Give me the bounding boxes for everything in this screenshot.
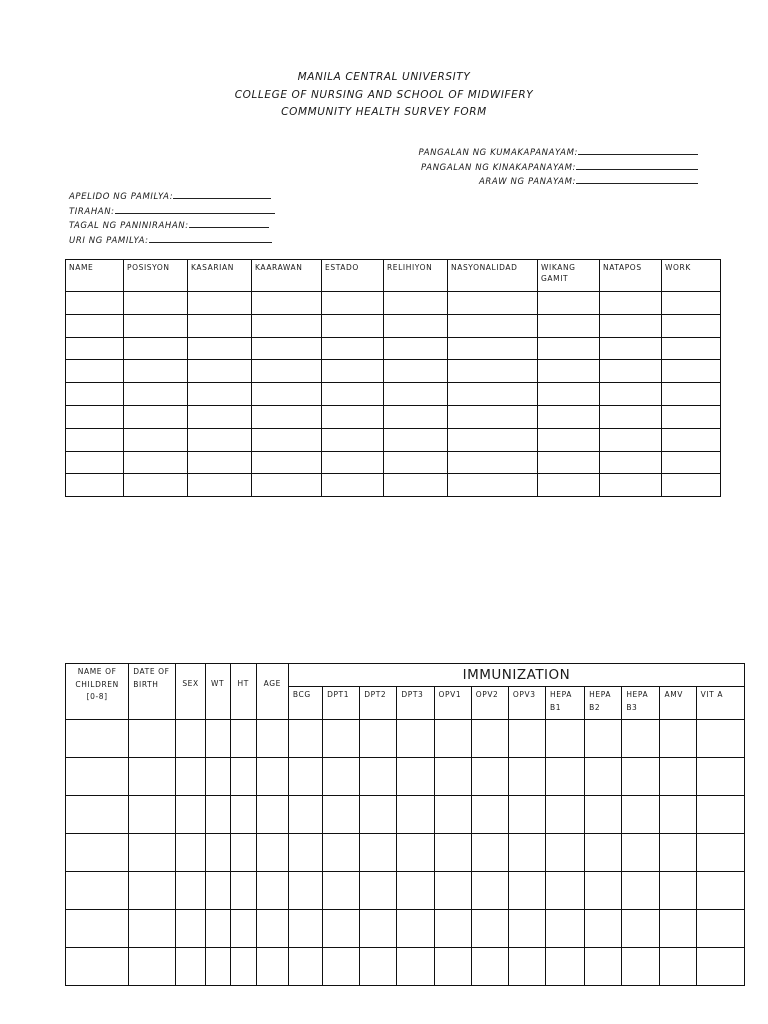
immunization-cell[interactable] [323, 872, 360, 910]
immunization-cell[interactable] [434, 796, 471, 834]
col-vaccine-bcg: BCG [288, 687, 322, 720]
member-cell[interactable] [448, 360, 538, 383]
col-wikang-gamit: WIKANG GAMIT [538, 260, 600, 292]
member-cell[interactable] [538, 292, 600, 315]
immunization-cell[interactable] [129, 910, 176, 948]
immunization-cell[interactable] [256, 834, 288, 872]
immunization-cell[interactable] [323, 758, 360, 796]
member-cell[interactable] [252, 405, 322, 428]
immunization-cell[interactable] [205, 948, 230, 986]
member-cell[interactable] [66, 451, 124, 474]
immunization-cell[interactable] [397, 834, 434, 872]
member-cell[interactable] [538, 405, 600, 428]
member-cell[interactable] [662, 360, 721, 383]
immunization-cell[interactable] [660, 910, 696, 948]
immunization-cell[interactable] [660, 796, 696, 834]
member-cell[interactable] [66, 337, 124, 360]
col-vaccine-vit-a: VIT A [696, 687, 744, 720]
address-field[interactable]: TIRAHAN: [69, 205, 275, 220]
form-header [0, 69, 768, 122]
member-cell[interactable] [538, 451, 600, 474]
immunization-cell[interactable] [508, 834, 545, 872]
immunization-cell[interactable] [205, 910, 230, 948]
member-cell[interactable] [188, 474, 252, 497]
interview-date-line[interactable] [576, 175, 698, 184]
member-cell[interactable] [188, 405, 252, 428]
college-name: COLLEGE OF NURSING AND SCHOOL OF MIDWIFERY [234, 88, 534, 101]
col-relihiyon: RELIHIYON [384, 260, 448, 292]
member-cell[interactable] [448, 474, 538, 497]
immunization-cell[interactable] [256, 758, 288, 796]
member-cell[interactable] [188, 314, 252, 337]
member-cell[interactable] [384, 360, 448, 383]
member-cell[interactable] [662, 405, 721, 428]
member-cell[interactable] [252, 474, 322, 497]
member-cell[interactable] [448, 337, 538, 360]
member-cell[interactable] [124, 383, 188, 406]
col-wt: WT [205, 664, 230, 720]
immunization-cell[interactable] [546, 758, 585, 796]
immunization-cell[interactable] [696, 910, 744, 948]
member-cell[interactable] [66, 405, 124, 428]
col-vaccine-opv2: OPV2 [471, 687, 508, 720]
member-cell[interactable] [322, 405, 384, 428]
member-cell[interactable] [124, 360, 188, 383]
member-cell[interactable] [188, 292, 252, 315]
immunization-cell[interactable] [508, 948, 545, 986]
child-row [66, 720, 745, 758]
immunization-table [65, 663, 745, 986]
immunization-cell[interactable] [508, 872, 545, 910]
member-cell[interactable] [538, 337, 600, 360]
immunization-cell[interactable] [585, 720, 622, 758]
immunization-cell[interactable] [205, 796, 230, 834]
immunization-cell[interactable] [129, 720, 176, 758]
immunization-cell[interactable] [256, 948, 288, 986]
col-age: AGE [256, 664, 288, 720]
member-cell[interactable] [448, 428, 538, 451]
members-body [66, 292, 721, 497]
immunization-cell[interactable] [230, 834, 256, 872]
member-row [66, 360, 721, 383]
member-cell[interactable] [322, 314, 384, 337]
address-line[interactable] [115, 205, 275, 214]
immunization-cell[interactable] [360, 910, 397, 948]
immunization-cell[interactable] [434, 758, 471, 796]
immunization-cell[interactable] [230, 720, 256, 758]
immunization-cell[interactable] [288, 872, 322, 910]
member-cell[interactable] [384, 405, 448, 428]
immunization-cell[interactable] [256, 872, 288, 910]
member-cell[interactable] [124, 314, 188, 337]
immunization-cell[interactable] [696, 796, 744, 834]
immunization-cell[interactable] [323, 720, 360, 758]
member-cell[interactable] [662, 292, 721, 315]
member-cell[interactable] [252, 360, 322, 383]
child-row [66, 910, 745, 948]
immunization-cell[interactable] [508, 796, 545, 834]
immunization-cell[interactable] [434, 910, 471, 948]
immunization-cell[interactable] [471, 910, 508, 948]
immunization-cell[interactable] [176, 720, 205, 758]
immunization-cell[interactable] [256, 796, 288, 834]
member-cell[interactable] [662, 314, 721, 337]
immunization-cell[interactable] [546, 720, 585, 758]
immunization-header-row-1 [66, 664, 745, 687]
immunization-cell[interactable] [585, 796, 622, 834]
member-cell[interactable] [252, 314, 322, 337]
immunization-cell[interactable] [323, 910, 360, 948]
immunization-cell[interactable] [660, 834, 696, 872]
member-cell[interactable] [322, 383, 384, 406]
immunization-cell[interactable] [66, 948, 129, 986]
col-children-name: NAME OF CHILDREN [0-8] [66, 664, 129, 720]
immunization-cell[interactable] [585, 948, 622, 986]
immunization-cell[interactable] [360, 872, 397, 910]
immunization-cell[interactable] [397, 910, 434, 948]
immunization-cell[interactable] [129, 948, 176, 986]
member-cell[interactable] [384, 314, 448, 337]
immunization-cell[interactable] [546, 872, 585, 910]
member-cell[interactable] [124, 337, 188, 360]
immunization-cell[interactable] [176, 872, 205, 910]
immunization-cell[interactable] [546, 834, 585, 872]
immunization-cell[interactable] [397, 720, 434, 758]
family-info [69, 190, 275, 248]
member-cell[interactable] [252, 451, 322, 474]
family-type-line[interactable] [149, 234, 272, 243]
immunization-cell[interactable] [176, 834, 205, 872]
immunization-cell[interactable] [176, 796, 205, 834]
immunization-cell[interactable] [585, 872, 622, 910]
col-nasyonalidad: NASYONALIDAD [448, 260, 538, 292]
immunization-cell[interactable] [622, 872, 660, 910]
member-cell[interactable] [322, 474, 384, 497]
immunization-cell[interactable] [323, 948, 360, 986]
immunization-cell[interactable] [230, 872, 256, 910]
immunization-cell[interactable] [205, 872, 230, 910]
member-cell[interactable] [538, 428, 600, 451]
family-surname-field[interactable]: APELIDO NG PAMILYA: [69, 190, 275, 205]
immunization-cell[interactable] [434, 872, 471, 910]
immunization-cell[interactable] [66, 872, 129, 910]
immunization-cell[interactable] [129, 796, 176, 834]
immunization-cell[interactable] [546, 910, 585, 948]
immunization-cell[interactable] [66, 796, 129, 834]
col-vaccine-dpt1: DPT1 [323, 687, 360, 720]
immunization-cell[interactable] [397, 872, 434, 910]
immunization-cell[interactable] [230, 948, 256, 986]
immunization-cell[interactable] [288, 796, 322, 834]
col-kaarawan: KAARAWAN [252, 260, 322, 292]
family-surname-line[interactable] [173, 190, 271, 199]
form-title: COMMUNITY HEALTH SURVEY FORM [281, 106, 487, 118]
member-cell[interactable] [252, 383, 322, 406]
immunization-cell[interactable] [288, 720, 322, 758]
member-cell[interactable] [66, 292, 124, 315]
immunization-cell[interactable] [205, 834, 230, 872]
immunization-cell[interactable] [660, 758, 696, 796]
immunization-cell[interactable] [230, 758, 256, 796]
immunization-body [66, 720, 745, 986]
member-cell[interactable] [188, 428, 252, 451]
immunization-cell[interactable] [471, 872, 508, 910]
immunization-cell[interactable] [585, 758, 622, 796]
member-row [66, 405, 721, 428]
member-cell[interactable] [322, 451, 384, 474]
immunization-cell[interactable] [696, 758, 744, 796]
immunization-cell[interactable] [508, 720, 545, 758]
child-row [66, 834, 745, 872]
child-row [66, 758, 745, 796]
col-date-of-birth: DATE OF BIRTH [129, 664, 176, 720]
member-row [66, 337, 721, 360]
member-cell[interactable] [384, 428, 448, 451]
immunization-cell[interactable] [622, 834, 660, 872]
immunization-cell[interactable] [622, 948, 660, 986]
immunization-cell[interactable] [256, 910, 288, 948]
immunization-cell[interactable] [546, 796, 585, 834]
immunization-cell[interactable] [360, 948, 397, 986]
member-cell[interactable] [124, 474, 188, 497]
member-cell[interactable] [600, 383, 662, 406]
col-vaccine-hepa-b1: HEPA B1 [546, 687, 585, 720]
member-cell[interactable] [384, 292, 448, 315]
member-cell[interactable] [600, 451, 662, 474]
immunization-cell[interactable] [696, 872, 744, 910]
immunization-cell[interactable] [471, 834, 508, 872]
member-row [66, 383, 721, 406]
immunization-cell[interactable] [622, 910, 660, 948]
member-cell[interactable] [538, 383, 600, 406]
immunization-cell[interactable] [288, 910, 322, 948]
immunization-cell[interactable] [660, 948, 696, 986]
immunization-cell[interactable] [66, 758, 129, 796]
immunization-cell[interactable] [585, 910, 622, 948]
immunization-cell[interactable] [660, 872, 696, 910]
member-cell[interactable] [66, 474, 124, 497]
immunization-cell[interactable] [288, 948, 322, 986]
member-cell[interactable] [662, 451, 721, 474]
member-cell[interactable] [600, 360, 662, 383]
immunization-cell[interactable] [434, 948, 471, 986]
immunization-title: IMMUNIZATION [288, 664, 744, 687]
immunization-cell[interactable] [471, 720, 508, 758]
member-cell[interactable] [322, 292, 384, 315]
immunization-cell[interactable] [205, 720, 230, 758]
member-cell[interactable] [662, 428, 721, 451]
member-cell[interactable] [384, 451, 448, 474]
immunization-cell[interactable] [288, 758, 322, 796]
member-cell[interactable] [124, 405, 188, 428]
immunization-cell[interactable] [256, 720, 288, 758]
family-type-field[interactable]: URI NG PAMILYA: [69, 234, 275, 249]
residency-length-line[interactable] [189, 219, 269, 228]
immunization-cell[interactable] [66, 834, 129, 872]
interviewee-field[interactable]: PANGALAN NG KINAKAPANAYAM: [418, 161, 698, 176]
immunization-cell[interactable] [176, 758, 205, 796]
immunization-cell[interactable] [176, 910, 205, 948]
interviewer-line[interactable] [578, 146, 698, 155]
col-work: WORK [662, 260, 721, 292]
member-cell[interactable] [600, 474, 662, 497]
immunization-cell[interactable] [471, 796, 508, 834]
member-row [66, 314, 721, 337]
member-cell[interactable] [448, 405, 538, 428]
col-vaccine-hepa-b2: HEPA B2 [585, 687, 622, 720]
immunization-cell[interactable] [360, 796, 397, 834]
members-header-row [66, 260, 721, 292]
immunization-cell[interactable] [434, 720, 471, 758]
member-cell[interactable] [66, 383, 124, 406]
immunization-cell[interactable] [696, 720, 744, 758]
immunization-cell[interactable] [660, 720, 696, 758]
member-cell[interactable] [448, 451, 538, 474]
member-cell[interactable] [538, 314, 600, 337]
member-row [66, 474, 721, 497]
member-cell[interactable] [252, 428, 322, 451]
immunization-cell[interactable] [471, 758, 508, 796]
immunization-cell[interactable] [230, 796, 256, 834]
member-cell[interactable] [662, 474, 721, 497]
member-cell[interactable] [662, 337, 721, 360]
member-row [66, 428, 721, 451]
member-cell[interactable] [66, 314, 124, 337]
col-vaccine-dpt2: DPT2 [360, 687, 397, 720]
immunization-cell[interactable] [360, 758, 397, 796]
member-row [66, 292, 721, 315]
member-cell[interactable] [322, 337, 384, 360]
member-cell[interactable] [538, 474, 600, 497]
interviewer-field[interactable]: PANGALAN NG KUMAKAPANAYAM: [418, 146, 698, 161]
immunization-cell[interactable] [176, 948, 205, 986]
member-cell[interactable] [66, 360, 124, 383]
immunization-cell[interactable] [622, 720, 660, 758]
member-cell[interactable] [188, 360, 252, 383]
member-cell[interactable] [124, 451, 188, 474]
immunization-cell[interactable] [508, 758, 545, 796]
immunization-cell[interactable] [129, 834, 176, 872]
immunization-cell[interactable] [129, 872, 176, 910]
immunization-cell[interactable] [129, 758, 176, 796]
member-cell[interactable] [252, 337, 322, 360]
immunization-cell[interactable] [696, 948, 744, 986]
member-cell[interactable] [322, 360, 384, 383]
immunization-cell[interactable] [546, 948, 585, 986]
immunization-cell[interactable] [397, 758, 434, 796]
member-cell[interactable] [448, 383, 538, 406]
col-ht: HT [230, 664, 256, 720]
member-cell[interactable] [600, 314, 662, 337]
immunization-cell[interactable] [397, 948, 434, 986]
university-name: MANILA CENTRAL UNIVERSITY [297, 71, 471, 83]
col-natapos: NATAPOS [600, 260, 662, 292]
member-cell[interactable] [662, 383, 721, 406]
col-vaccine-dpt3: DPT3 [397, 687, 434, 720]
member-cell[interactable] [66, 428, 124, 451]
member-cell[interactable] [124, 292, 188, 315]
immunization-cell[interactable] [323, 834, 360, 872]
member-cell[interactable] [124, 428, 188, 451]
member-cell[interactable] [448, 314, 538, 337]
immunization-cell[interactable] [230, 910, 256, 948]
member-cell[interactable] [448, 292, 538, 315]
child-row [66, 872, 745, 910]
member-cell[interactable] [600, 405, 662, 428]
immunization-cell[interactable] [288, 834, 322, 872]
member-cell[interactable] [188, 451, 252, 474]
family-members-table [65, 259, 721, 497]
member-cell[interactable] [322, 428, 384, 451]
interview-info [418, 146, 698, 190]
immunization-cell[interactable] [397, 796, 434, 834]
col-name: NAME [66, 260, 124, 292]
immunization-cell[interactable] [622, 796, 660, 834]
col-vaccine-amv: AMV [660, 687, 696, 720]
col-posisyon: POSISYON [124, 260, 188, 292]
member-cell[interactable] [188, 383, 252, 406]
member-cell[interactable] [188, 337, 252, 360]
immunization-cell[interactable] [622, 758, 660, 796]
member-cell[interactable] [600, 428, 662, 451]
immunization-cell[interactable] [323, 796, 360, 834]
member-cell[interactable] [600, 337, 662, 360]
immunization-cell[interactable] [360, 834, 397, 872]
member-cell[interactable] [384, 383, 448, 406]
immunization-cell[interactable] [360, 720, 397, 758]
immunization-cell[interactable] [66, 720, 129, 758]
interviewee-line[interactable] [576, 161, 698, 170]
col-vaccine-opv3: OPV3 [508, 687, 545, 720]
member-cell[interactable] [600, 292, 662, 315]
member-cell[interactable] [538, 360, 600, 383]
member-cell[interactable] [384, 474, 448, 497]
member-cell[interactable] [252, 292, 322, 315]
col-vaccine-hepa-b3: HEPA B3 [622, 687, 660, 720]
immunization-cell[interactable] [205, 758, 230, 796]
immunization-cell[interactable] [471, 948, 508, 986]
col-sex: SEX [176, 664, 205, 720]
col-vaccine-opv1: OPV1 [434, 687, 471, 720]
immunization-cell[interactable] [66, 910, 129, 948]
immunization-cell[interactable] [434, 834, 471, 872]
child-row [66, 796, 745, 834]
interview-date-field[interactable]: ARAW NG PANAYAM: [418, 175, 698, 190]
immunization-cell[interactable] [585, 834, 622, 872]
child-row [66, 948, 745, 986]
member-cell[interactable] [384, 337, 448, 360]
col-kasarian: KASARIAN [188, 260, 252, 292]
immunization-cell[interactable] [508, 910, 545, 948]
residency-length-field[interactable]: TAGAL NG PANINIRAHAN: [69, 219, 275, 234]
member-row [66, 451, 721, 474]
immunization-cell[interactable] [696, 834, 744, 872]
col-estado: ESTADO [322, 260, 384, 292]
